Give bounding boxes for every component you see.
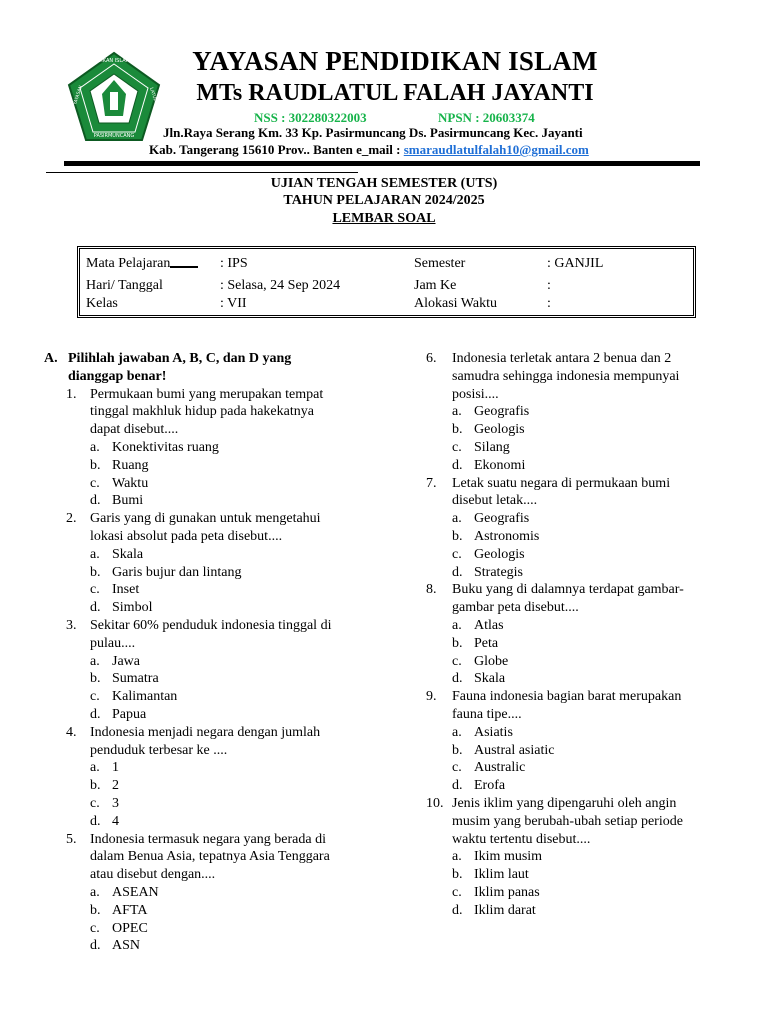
question-number: 5. [66, 831, 77, 847]
question-4 [44, 724, 374, 831]
answer-option [44, 492, 374, 510]
question-number: 9. [426, 689, 437, 705]
question-number: 7. [426, 475, 437, 491]
question-text: Fauna indonesia bagian barat merupakan [452, 689, 682, 705]
answer-option [426, 653, 716, 671]
option-text: Waktu [112, 475, 149, 491]
option-text: Bumi [112, 493, 144, 509]
section-a-instruction [44, 350, 374, 386]
question-indent [66, 403, 90, 421]
answer-option [426, 510, 716, 528]
answer-option [426, 902, 716, 920]
question-text: Buku yang di dalamnya terdapat gambar- [452, 582, 684, 598]
npsn-number: NPSN : 20603374 [438, 110, 535, 125]
time-allocation-label: Alokasi Waktu [414, 296, 497, 311]
class-value: : VII [220, 296, 247, 311]
logo-text-left: YAYASAN [73, 85, 85, 106]
hour-value: : [547, 278, 551, 293]
question-number: 2. [66, 511, 77, 527]
question-3 [44, 617, 374, 724]
semester-value: : GANJIL [547, 256, 604, 271]
logo-text-bottom: PASIRMUNCANG [93, 133, 135, 139]
answer-option [426, 670, 716, 688]
option-letter: b. [90, 902, 101, 918]
question-text: Indonesia terletak antara 2 benua dan 2 [452, 351, 672, 366]
foundation-title: YAYASAN PENDIDIKAN ISLAM [192, 46, 598, 76]
answer-option [44, 937, 374, 955]
question-text: disebut letak.... [452, 493, 538, 509]
day-date-value: : Selasa, 24 Sep 2024 [220, 278, 341, 293]
option-text: Iklim laut [474, 867, 529, 883]
exam-title: UJIAN TENGAH SEMESTER (UTS) [270, 176, 498, 191]
answer-option [426, 635, 716, 653]
option-text: Geologis [474, 422, 525, 438]
option-letter: d. [90, 493, 101, 509]
header-divider-thick [64, 161, 700, 166]
answer-option [426, 759, 716, 777]
option-text: Konektivitas ruang [112, 439, 219, 455]
option-letter: d. [452, 778, 463, 794]
answer-option [44, 795, 374, 813]
question-indent [426, 813, 452, 831]
option-letter: d. [452, 457, 463, 473]
option-letter: b. [90, 457, 101, 473]
option-letter: d. [90, 938, 101, 954]
answer-option [426, 724, 716, 742]
question-indent [66, 421, 90, 439]
option-letter: b. [452, 528, 463, 544]
subject-value: : IPS [220, 256, 248, 271]
option-text: Geografis [474, 511, 530, 527]
option-letter: a. [452, 724, 462, 740]
option-text: Iklim darat [474, 902, 536, 918]
class-label: Kelas [86, 296, 118, 311]
answer-option [44, 439, 374, 457]
option-text: Silang [474, 439, 510, 455]
logo-text-top: PENDIDIKAN ISLAM RAUD [82, 58, 146, 64]
answer-option [426, 439, 716, 457]
exam-info-box [77, 246, 696, 318]
option-letter: d. [90, 813, 101, 829]
answer-option [44, 920, 374, 938]
question-indent [66, 848, 90, 866]
option-text: Austral asiatic [474, 742, 555, 758]
option-text: Globe [474, 653, 509, 669]
option-text: Strategis [474, 564, 523, 580]
answer-option [44, 813, 374, 831]
school-logo [66, 50, 162, 146]
option-letter: d. [452, 902, 463, 918]
address-line-2 [149, 142, 589, 158]
option-letter: b. [452, 742, 463, 758]
option-text: Asiatis [474, 724, 513, 740]
option-letter: a. [90, 546, 100, 562]
question-text: lokasi absolut pada peta disebut.... [90, 528, 283, 544]
question-text: Indonesia menjadi negara dengan jumlah [90, 724, 321, 740]
question-8 [426, 581, 716, 688]
option-text: Papua [112, 706, 147, 722]
question-indent [66, 866, 90, 884]
question-indent [66, 635, 90, 653]
option-text: ASEAN [112, 884, 159, 900]
question-number: 10. [426, 795, 444, 811]
school-title: MTs RAUDLATUL FALAH JAYANTI [196, 80, 594, 106]
option-text: Inset [112, 582, 140, 598]
option-text: Geologis [474, 546, 525, 562]
questions-left-column [44, 350, 374, 955]
address-line-1: Jln.Raya Serang Km. 33 Kp. Pasirmuncang Ds. Pasirmuncang Kec. Jayanti [163, 125, 583, 140]
option-text: Ruang [112, 457, 149, 473]
option-text: 2 [112, 778, 119, 794]
option-text: Skala [112, 546, 144, 562]
question-text: Jenis iklim yang dipengaruhi oleh angin [452, 795, 677, 811]
question-text: waktu tertentu disebut.... [452, 831, 591, 847]
option-text: Ikim musim [474, 849, 543, 865]
answer-option [426, 884, 716, 902]
option-text: ASN [112, 938, 141, 954]
question-indent [426, 386, 452, 404]
option-letter: c. [90, 475, 100, 491]
question-text: tinggal makhluk hidup pada hakekatnya [90, 404, 314, 420]
answer-option [426, 617, 716, 635]
time-allocation-value: : [547, 296, 551, 311]
option-letter: b. [452, 635, 463, 651]
option-letter: a. [90, 653, 100, 669]
semester-label: Semester [414, 256, 466, 271]
answer-option [44, 475, 374, 493]
question-text: Indonesia termasuk negara yang berada di [90, 831, 326, 847]
option-text: OPEC [112, 920, 148, 936]
option-letter: c. [90, 582, 100, 598]
answer-option [44, 759, 374, 777]
answer-option [426, 848, 716, 866]
answer-option [426, 866, 716, 884]
option-letter: b. [452, 422, 463, 438]
exam-sheet-title: LEMBAR SOAL [332, 211, 436, 226]
section-a-line-2: dianggap benar! [68, 368, 167, 384]
question-indent [426, 706, 452, 724]
question-text: gambar peta disebut.... [452, 600, 579, 616]
option-letter: b. [90, 778, 101, 794]
answer-option [44, 777, 374, 795]
answer-option [426, 742, 716, 760]
option-letter: b. [90, 671, 101, 687]
question-text: fauna tipe.... [452, 706, 522, 722]
question-text: penduduk terbesar ke .... [90, 742, 228, 758]
question-text: Letak suatu negara di permukaan bumi [452, 475, 671, 491]
question-number: 8. [426, 582, 437, 598]
option-letter: a. [90, 760, 100, 776]
section-a-line-1: Pilihlah jawaban A, B, C, dan D yang [68, 351, 292, 366]
option-text: Australic [474, 760, 526, 776]
answer-option [426, 403, 716, 421]
question-indent [66, 742, 90, 760]
address-line-2-text: Kab. Tangerang 15610 Prov.. Banten e_mail : [149, 142, 401, 157]
question-text: atau disebut dengan.... [90, 867, 216, 883]
option-letter: c. [90, 920, 100, 936]
question-5 [44, 831, 374, 956]
option-letter: c. [452, 439, 462, 455]
option-text: Garis bujur dan lintang [112, 564, 242, 580]
question-text: musim yang berubah-ubah setiap periode [452, 813, 683, 829]
question-6 [426, 350, 716, 475]
answer-option [44, 688, 374, 706]
option-letter: d. [452, 564, 463, 580]
answer-option [44, 653, 374, 671]
answer-option [44, 706, 374, 724]
question-indent [66, 528, 90, 546]
question-7 [426, 475, 716, 582]
option-letter: d. [452, 671, 463, 687]
questions-right-column [426, 350, 716, 920]
question-1 [44, 386, 374, 511]
question-number: 4. [66, 724, 77, 740]
question-text: posisi.... [452, 386, 499, 402]
answer-option [44, 599, 374, 617]
option-text: Simbol [112, 600, 153, 616]
option-letter: c. [452, 760, 462, 776]
answer-option [44, 884, 374, 902]
option-text: 3 [112, 795, 119, 811]
option-letter: a. [90, 439, 100, 455]
option-letter: d. [90, 706, 101, 722]
option-letter: a. [452, 617, 462, 633]
question-text: Permukaan bumi yang merupakan tempat [90, 386, 324, 402]
option-letter: a. [452, 849, 462, 865]
option-text: AFTA [112, 902, 148, 918]
question-2 [44, 510, 374, 617]
question-indent [426, 492, 452, 510]
option-text: Astronomis [474, 528, 540, 544]
option-text: Ekonomi [474, 457, 526, 473]
answer-option [426, 564, 716, 582]
option-text: Atlas [474, 617, 504, 633]
question-number: 3. [66, 617, 77, 633]
answer-option [426, 528, 716, 546]
option-text: Iklim panas [474, 884, 540, 900]
option-text: 4 [112, 813, 119, 829]
question-text: dalam Benua Asia, tepatnya Asia Tenggara [90, 849, 330, 865]
option-text: Jawa [112, 653, 140, 669]
option-text: Peta [474, 635, 499, 651]
option-letter: b. [452, 867, 463, 883]
question-number: 6. [426, 351, 437, 366]
answer-option [44, 902, 374, 920]
nss-number: NSS : 302280322003 [254, 110, 367, 125]
question-number: 1. [66, 386, 77, 402]
option-letter: c. [90, 795, 100, 811]
question-10 [426, 795, 716, 920]
option-letter: c. [452, 546, 462, 562]
option-letter: c. [452, 884, 462, 900]
option-text: Geografis [474, 404, 530, 420]
section-a-label: A. [44, 351, 58, 366]
logo-text-right: LATUL FALAH [148, 87, 162, 117]
question-indent [426, 368, 452, 386]
option-letter: d. [90, 600, 101, 616]
answer-option [44, 457, 374, 475]
question-text: dapat disebut.... [90, 422, 179, 438]
answer-option [44, 670, 374, 688]
question-text: samudra sehingga indonesia mempunyai [452, 368, 680, 384]
exam-year: TAHUN PELAJARAN 2024/2025 [283, 193, 485, 208]
option-text: Skala [474, 671, 506, 687]
question-text: Garis yang di gunakan untuk mengetahui [90, 511, 321, 527]
answer-option [426, 546, 716, 564]
answer-option [426, 421, 716, 439]
subject-label: Mata Pelajaran [86, 256, 198, 272]
question-text: Sekitar 60% penduduk indonesia tinggal di [90, 617, 332, 633]
option-letter: a. [452, 511, 462, 527]
option-letter: c. [90, 689, 100, 705]
question-text: pulau.... [90, 635, 136, 651]
answer-option [44, 564, 374, 582]
option-letter: a. [90, 884, 100, 900]
answer-option [426, 777, 716, 795]
answer-option [426, 457, 716, 475]
header-divider-thin [46, 172, 358, 173]
option-letter: b. [90, 564, 101, 580]
option-text: Sumatra [112, 671, 159, 687]
hour-label: Jam Ke [414, 278, 457, 293]
question-indent [426, 599, 452, 617]
answer-option [44, 546, 374, 564]
email-link[interactable]: smaraudlatulfalah10@gmail.com [403, 142, 589, 157]
option-letter: a. [452, 404, 462, 420]
question-indent [426, 831, 452, 849]
option-text: 1 [112, 760, 119, 776]
question-9 [426, 688, 716, 795]
answer-option [44, 581, 374, 599]
option-text: Kalimantan [112, 689, 178, 705]
option-letter: c. [452, 653, 462, 669]
day-date-label: Hari/ Tanggal [86, 278, 163, 293]
option-text: Erofa [474, 778, 506, 794]
